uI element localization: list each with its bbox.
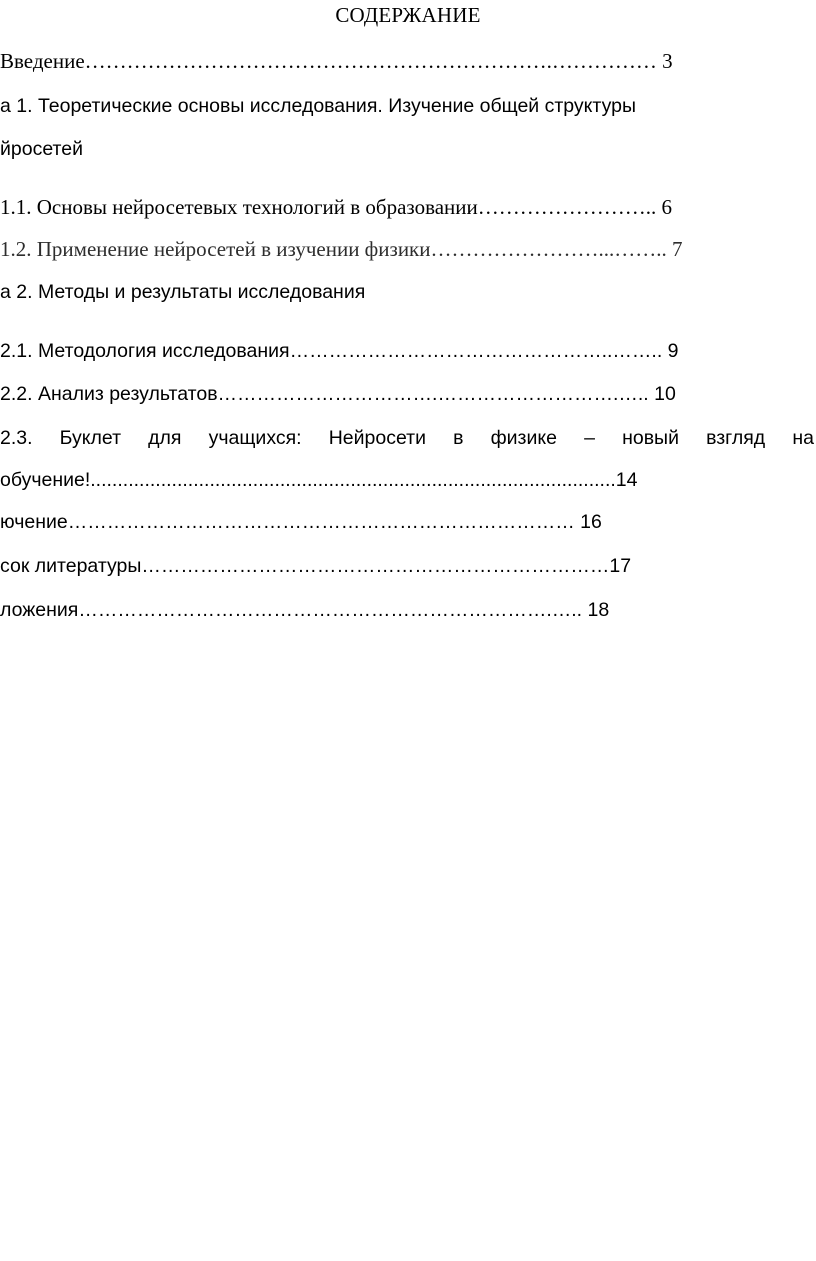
toc-word: для xyxy=(148,427,182,449)
toc-entry-section-2-3-continued: обучение!.................................................................................................14 xyxy=(0,469,638,491)
toc-word: учащихся: xyxy=(208,427,302,449)
toc-word: Буклет xyxy=(59,427,122,449)
toc-word: новый xyxy=(622,427,679,449)
toc-entry-section-1-2: 1.2. Применение нейросетей в изучении физики……………………...…….. 7 xyxy=(0,237,683,261)
toc-entry-conclusion: ючение…………………………………………………………………… 16 xyxy=(0,511,602,533)
toc-word: – xyxy=(584,427,595,449)
toc-entry-appendices: ложения……………………………………………………………….….. 18 xyxy=(0,599,610,621)
toc-entry-chapter-1-continued: йросетей xyxy=(0,138,83,160)
toc-entry-references: сок литературы………………………………………………………………17 xyxy=(0,555,632,577)
toc-entry-section-2-1: 2.1. Методология исследования…………………………………………..…….. 9 xyxy=(0,340,679,362)
toc-entry-chapter-2: а 2. Методы и результаты исследования xyxy=(0,281,366,303)
toc-word: физике xyxy=(490,427,557,449)
toc-entry-section-2-3 xyxy=(0,425,814,451)
toc-entry-introduction: Введение………………………………………………………….…………… 3 xyxy=(0,49,673,73)
toc-word: Нейросети xyxy=(328,427,426,449)
toc-word: взгляд xyxy=(706,427,766,449)
toc-entry-section-2-2: 2.2. Анализ результатов…………………………….……………………….….. 10 xyxy=(0,383,676,405)
toc-word: на xyxy=(792,427,814,449)
toc-title: СОДЕРЖАНИЕ xyxy=(335,3,481,27)
toc-entry-chapter-1: а 1. Теоретические основы исследования. Изучение общей структуры xyxy=(0,95,636,117)
toc-entry-section-1-1: 1.1. Основы нейросетевых технологий в образовании…………………….. 6 xyxy=(0,195,673,219)
toc-word: 2.3. xyxy=(0,427,33,449)
toc-word: в xyxy=(453,427,464,449)
